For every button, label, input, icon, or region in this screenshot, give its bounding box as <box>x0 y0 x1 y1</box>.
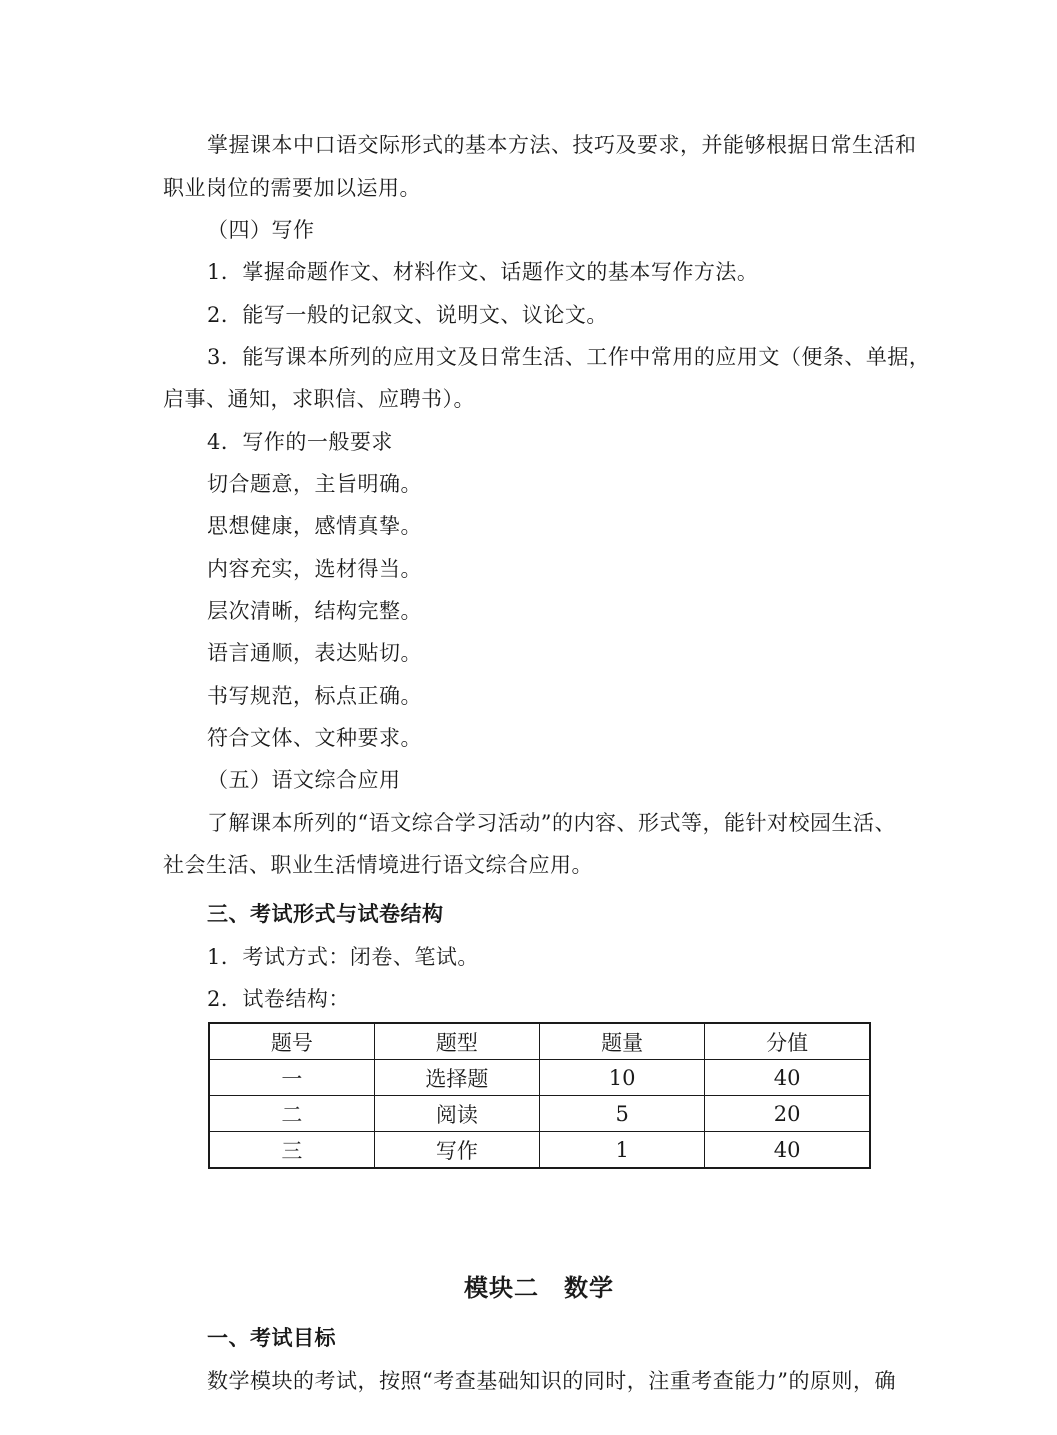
paragraph-comprehensive-line2: 社会生活、职业生活情境进行语文综合应用。 <box>163 853 593 877</box>
section-heading-exam-goal: 一、考试目标 <box>207 1326 336 1350</box>
table-cell: 40 <box>705 1132 870 1169</box>
section-heading-comprehensive: （五）语文综合应用 <box>207 768 401 792</box>
paragraph-oral-communication-line2: 职业岗位的需要加以运用。 <box>163 176 421 200</box>
exam-item-1: 1．考试方式：闭卷、笔试。 <box>207 945 479 969</box>
paragraph-oral-communication-line1: 掌握课本中口语交际形式的基本方法、技巧及要求，并能够根据日常生活和 <box>207 133 917 157</box>
table-cell: 二 <box>209 1096 374 1132</box>
table-cell: 写作 <box>374 1132 539 1169</box>
writing-requirement-5: 语言通顺，表达贴切。 <box>207 641 422 665</box>
exam-item-2: 2．试卷结构： <box>207 987 350 1011</box>
table-row <box>209 1096 870 1132</box>
module-title: 模块二 数学 <box>464 1274 614 1302</box>
writing-requirement-7: 符合文体、文种要求。 <box>207 726 422 750</box>
table-cell: 选择题 <box>374 1060 539 1096</box>
section-heading-exam-format: 三、考试形式与试卷结构 <box>207 902 444 926</box>
writing-item-1: 1．掌握命题作文、材料作文、话题作文的基本写作方法。 <box>207 260 759 284</box>
writing-requirement-1: 切合题意，主旨明确。 <box>207 472 422 496</box>
table-row <box>209 1060 870 1096</box>
table-cell: 5 <box>540 1096 705 1132</box>
table-cell: 20 <box>705 1096 870 1132</box>
table-header-cell: 题号 <box>209 1023 374 1060</box>
table-header-cell: 题量 <box>540 1023 705 1060</box>
table-header-cell: 分值 <box>705 1023 870 1060</box>
table-header-cell: 题型 <box>374 1023 539 1060</box>
paragraph-math-goal-line1: 数学模块的考试，按照“考查基础知识的同时，注重考查能力”的原则，确 <box>207 1369 896 1393</box>
writing-item-3-line1: 3．能写课本所列的应用文及日常生活、工作中常用的应用文（便条、单据， <box>207 345 931 369</box>
table-cell: 40 <box>705 1060 870 1096</box>
table-cell: 阅读 <box>374 1096 539 1132</box>
writing-item-4: 4．写作的一般要求 <box>207 430 393 454</box>
section-heading-writing: （四）写作 <box>207 218 315 242</box>
table-cell: 10 <box>540 1060 705 1096</box>
writing-item-3-line2: 启事、通知，求职信、应聘书）。 <box>163 387 475 411</box>
writing-requirement-3: 内容充实，选材得当。 <box>207 557 422 581</box>
writing-requirement-2: 思想健康，感情真挚。 <box>207 514 422 538</box>
table-cell: 三 <box>209 1132 374 1169</box>
table-cell: 一 <box>209 1060 374 1096</box>
writing-requirement-4: 层次清晰，结构完整。 <box>207 599 422 623</box>
writing-requirement-6: 书写规范，标点正确。 <box>207 684 422 708</box>
table-cell: 1 <box>540 1132 705 1169</box>
exam-structure-table <box>208 1022 871 1169</box>
writing-item-2: 2．能写一般的记叙文、说明文、议论文。 <box>207 303 608 327</box>
table-header-row <box>209 1023 870 1060</box>
paragraph-comprehensive-line1: 了解课本所列的“语文综合学习活动”的内容、形式等，能针对校园生活、 <box>207 811 896 835</box>
table-row <box>209 1132 870 1169</box>
